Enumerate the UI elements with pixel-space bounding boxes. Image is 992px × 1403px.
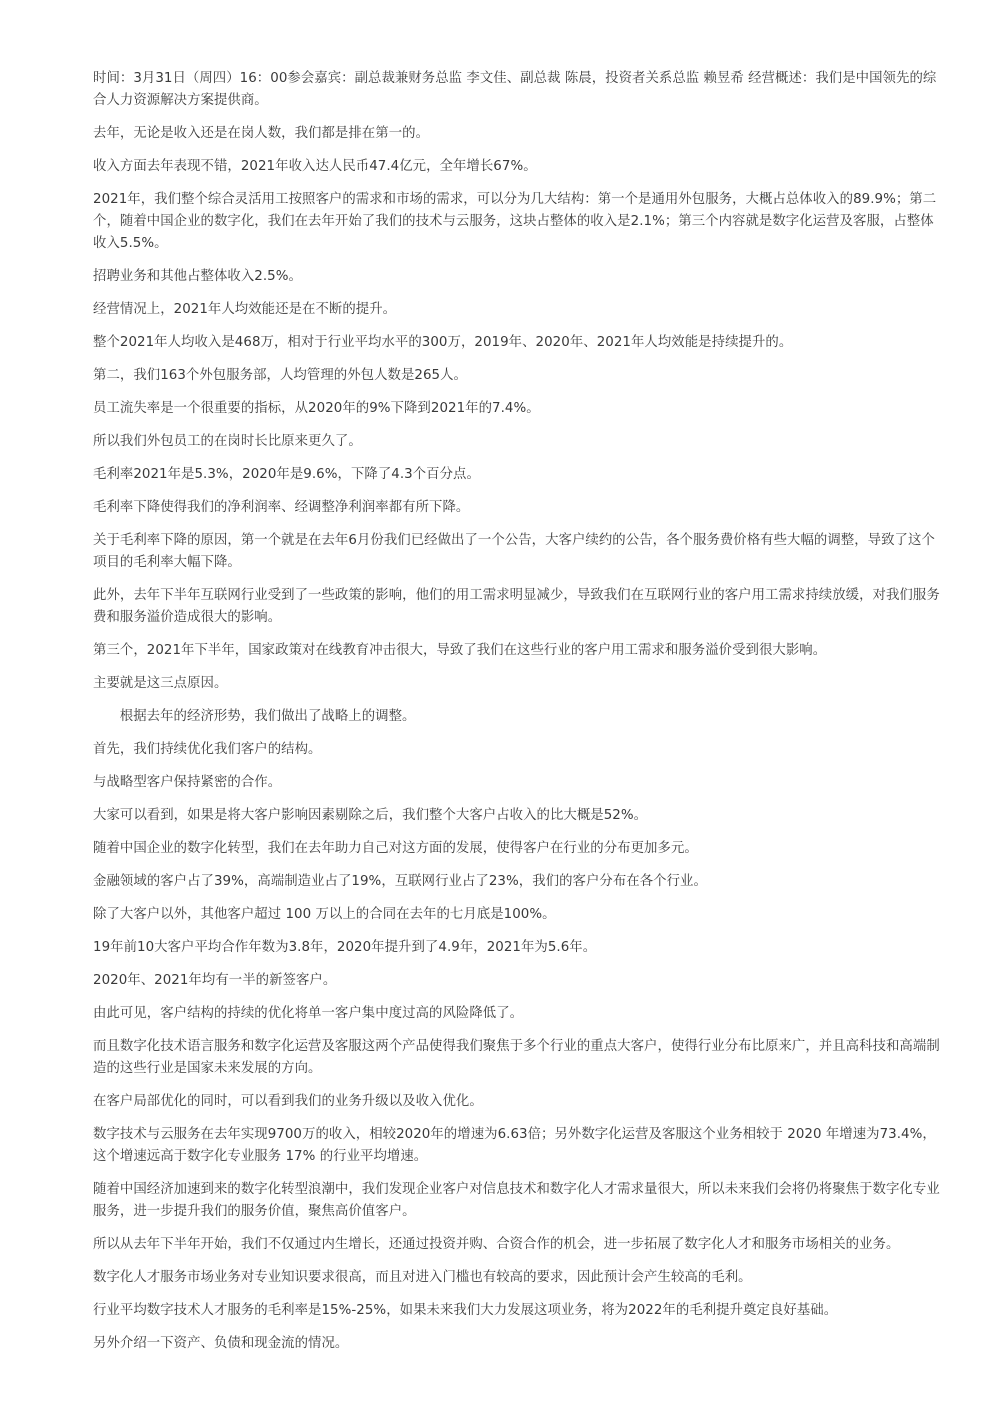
paragraph: 首先，我们持续优化我们客户的结构。 <box>93 742 322 757</box>
paragraph: 大家可以看到，如果是将大客户影响因素剔除之后，我们整个大客户占收入的比大概是52%。 <box>93 808 648 823</box>
paragraph: 19年前10大客户平均合作年数为3.8年，2020年提升到了4.9年，2021年为5.6年。 <box>93 940 597 955</box>
paragraph: 关于毛利率下降的原因，第一个就是在去年6月份我们已经做出了一个公告，大客户续约的公告，各个服务费价格有些大幅的调整，导致了这个项目的毛利率大幅下降。 <box>93 533 935 570</box>
paragraph: 另外介绍一下资产、负债和现金流的情况。 <box>93 1336 349 1351</box>
paragraph: 主要就是这三点原因。 <box>93 676 228 691</box>
paragraph: 招聘业务和其他占整体收入2.5%。 <box>93 269 302 284</box>
paragraph: 根据去年的经济形势，我们做出了战略上的调整。 <box>119 709 416 724</box>
paragraph: 收入方面去年表现不错，2021年收入达人民币47.4亿元，全年增长67%。 <box>93 159 537 174</box>
paragraph: 随着中国经济加速到来的数字化转型浪潮中，我们发现企业客户对信息技术和数字化人才需求量很大，所以未来我们会将仍将聚焦于数字化专业服务，进一步提升我们的服务价值，聚焦高价值客户。 <box>93 1182 940 1219</box>
paragraph: 随着中国企业的数字化转型，我们在去年助力自己对这方面的发展，使得客户在行业的分布更加多元。 <box>93 841 698 856</box>
paragraph: 在客户局部优化的同时，可以看到我们的业务升级以及收入优化。 <box>93 1094 483 1109</box>
paragraph: 经营情况上，2021年人均效能还是在不断的提升。 <box>93 302 397 317</box>
paragraph: 去年，无论是收入还是在岗人数，我们都是排在第一的。 <box>93 126 430 141</box>
paragraph: 所以从去年下半年开始，我们不仅通过内生增长，还通过投资并购、合资合作的机会，进一步拓展了数字化人才和服务市场相关的业务。 <box>93 1237 900 1252</box>
paragraph: 员工流失率是一个很重要的指标，从2020年的9%下降到2021年的7.4%。 <box>93 401 540 416</box>
paragraph: 数字技术与云服务在去年实现9700万的收入，相较2020年的增速为6.63倍；另外数字化运营及客服这个业务相较于 2020 年增速为73.4%，这个增速远高于数字化专业服务 17% 的行业平均增速。 <box>93 1127 936 1164</box>
paragraph: 与战略型客户保持紧密的合作。 <box>93 775 282 790</box>
paragraph: 整个2021年人均收入是468万，相对于行业平均水平的300万，2019年、2020年、2021年人均效能是持续提升的。 <box>93 335 793 350</box>
paragraph: 第二，我们163个外包服务部，人均管理的外包人数是265人。 <box>93 368 467 383</box>
paragraph: 由此可见，客户结构的持续的优化将单一客户集中度过高的风险降低了。 <box>93 1006 524 1021</box>
paragraph: 毛利率下降使得我们的净利润率、经调整净利润率都有所下降。 <box>93 500 470 515</box>
paragraph: 2020年、2021年均有一半的新签客户。 <box>93 973 337 988</box>
paragraph: 行业平均数字技术人才服务的毛利率是15%-25%，如果未来我们大力发展这项业务，将为2022年的毛利提升奠定良好基础。 <box>93 1303 838 1318</box>
paragraph: 时间：3月31日（周四）16：00参会嘉宾：副总裁兼财务总监 李文佳、副总裁 陈晨，投资者关系总监 赖昱希 经营概述：我们是中国领先的综合人力资源解决方案提供商。 <box>93 71 937 108</box>
paragraph: 毛利率2021年是5.3%，2020年是9.6%，下降了4.3个百分点。 <box>93 467 480 482</box>
paragraph: 此外，去年下半年互联网行业受到了一些政策的影响，他们的用工需求明显减少，导致我们在互联网行业的客户用工需求持续放缓，对我们服务费和服务溢价造成很大的影响。 <box>93 588 940 625</box>
paragraph: 除了大客户以外，其他客户超过 100 万以上的合同在去年的七月底是100%。 <box>93 907 556 922</box>
paragraph: 而且数字化技术语言服务和数字化运营及客服这两个产品使得我们聚焦于多个行业的重点大客户，使得行业分布比原来广，并且高科技和高端制造的这些行业是国家未来发展的方向。 <box>93 1039 940 1076</box>
paragraph: 第三个，2021年下半年，国家政策对在线教育冲击很大，导致了我们在这些行业的客户用工需求和服务溢价受到很大影响。 <box>93 643 827 658</box>
paragraph: 2021年，我们整个综合灵活用工按照客户的需求和市场的需求，可以分为几大结构：第一个是通用外包服务，大概占总体收入的89.9%；第二个，随着中国企业的数字化，我们在去年开始了我们的技术与云服务，这块占整体的收入是2.1%；第三个内容就是数字化运营及客服，占整体收入5.5%。 <box>93 192 937 251</box>
paragraph: 金融领域的客户占了39%，高端制造业占了19%，互联网行业占了23%，我们的客户分布在各个行业。 <box>93 874 707 889</box>
paragraph: 数字化人才服务市场业务对专业知识要求很高，而且对进入门槛也有较高的要求，因此预计会产生较高的毛利。 <box>93 1270 752 1285</box>
document-body <box>93 68 943 1366</box>
paragraph: 所以我们外包员工的在岗时长比原来更久了。 <box>93 434 362 449</box>
